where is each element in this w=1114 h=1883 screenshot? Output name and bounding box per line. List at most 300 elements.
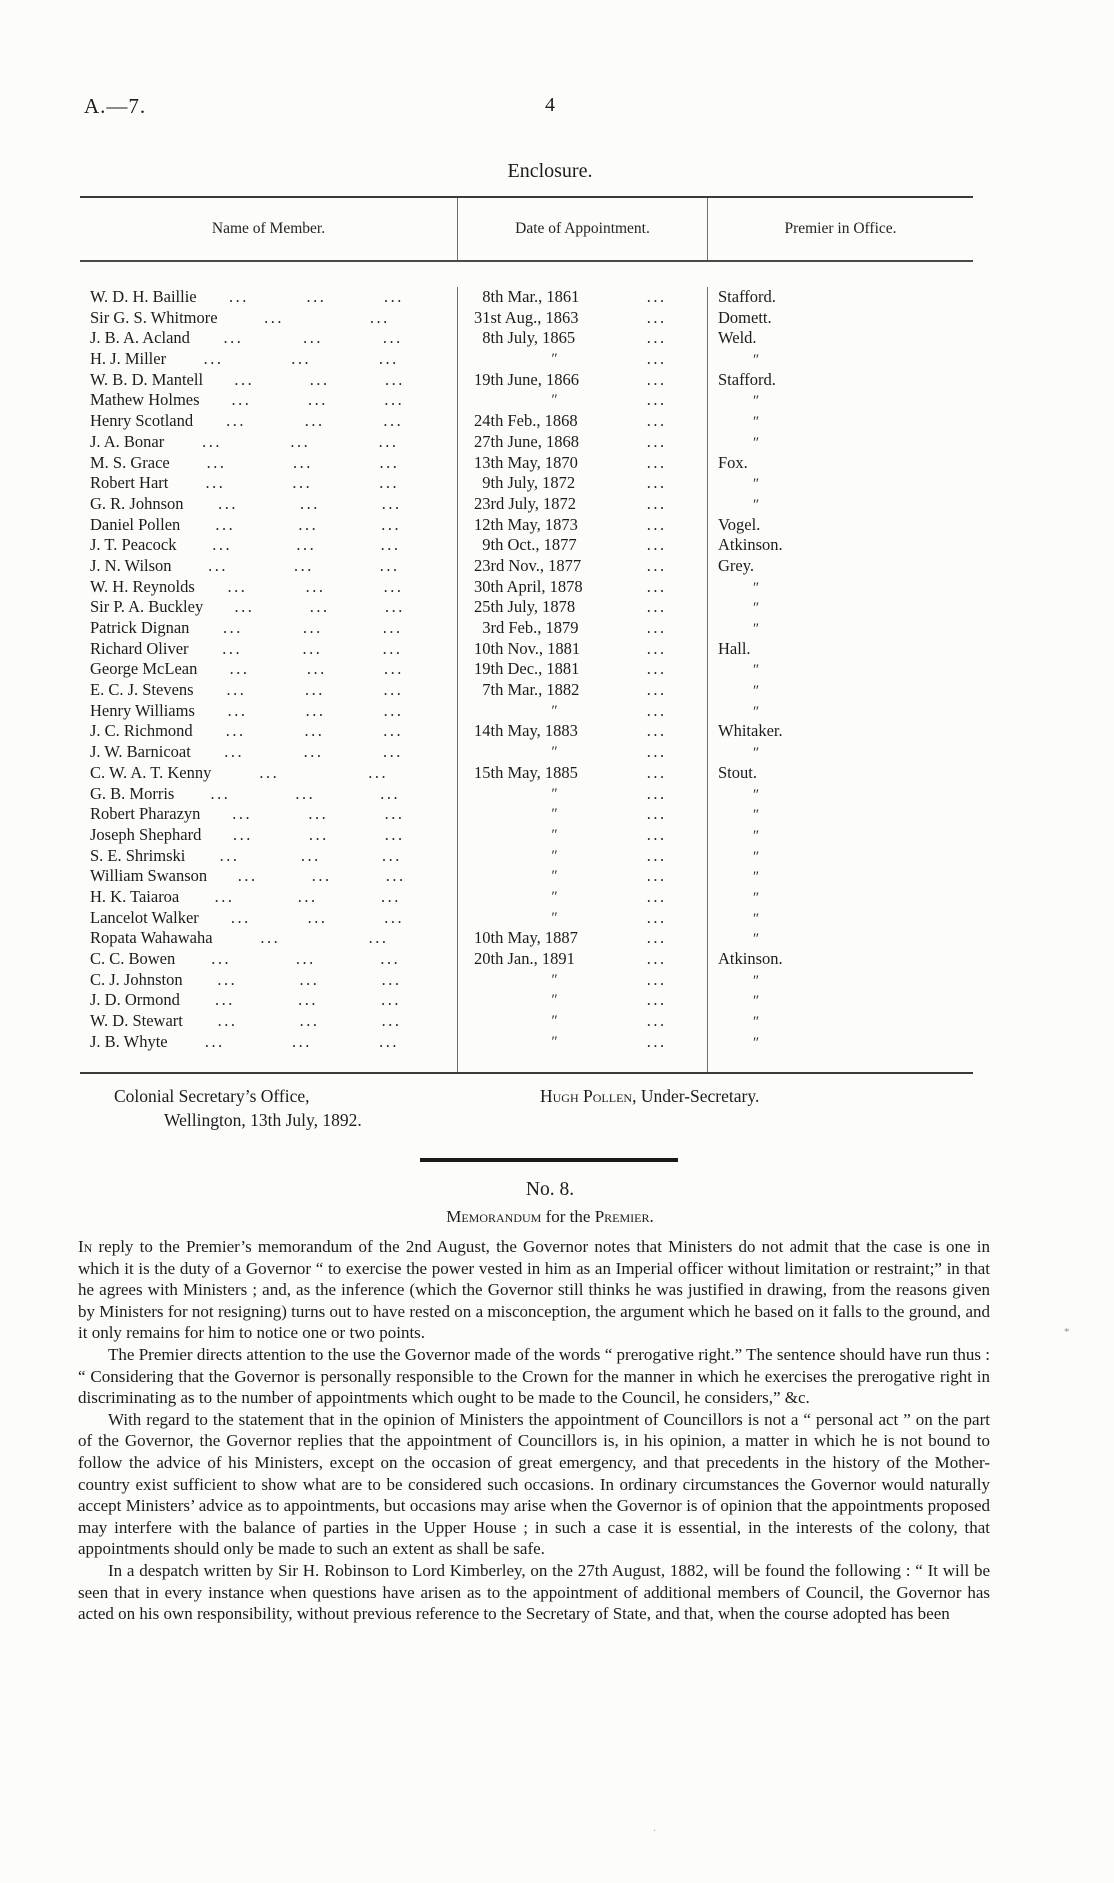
leader-dot-group: ... bbox=[381, 969, 402, 989]
member-name: Mathew Holmes bbox=[90, 390, 200, 410]
member-name-cell bbox=[80, 618, 457, 639]
appointment-date: 19th June, 1866 bbox=[474, 369, 579, 389]
leader-dot-group: ... bbox=[300, 493, 321, 513]
table-row bbox=[80, 287, 973, 308]
premier-name: ″ bbox=[752, 496, 759, 513]
leader-dots bbox=[184, 494, 457, 515]
leader-dot-group: ... bbox=[210, 783, 231, 803]
leader-dots bbox=[213, 928, 457, 949]
leader-dot-group: ... bbox=[647, 555, 667, 575]
member-name-cell bbox=[80, 680, 457, 701]
member-name-cell bbox=[80, 556, 457, 577]
appointment-date-cell bbox=[457, 659, 708, 680]
leader-dot-group: ... bbox=[231, 390, 252, 410]
member-name: Joseph Shephard bbox=[90, 824, 202, 844]
leader-dots bbox=[174, 784, 457, 805]
appointment-date: 31st Aug., 1863 bbox=[474, 307, 579, 327]
table-row bbox=[80, 866, 973, 887]
appointment-date-cell bbox=[457, 1052, 708, 1072]
member-name-cell bbox=[80, 473, 457, 494]
member-name-cell bbox=[80, 349, 457, 370]
premier-cell bbox=[708, 680, 973, 701]
appointment-date: ″ bbox=[550, 847, 557, 864]
memo-number: No. 8. bbox=[525, 1179, 575, 1200]
leader-dots bbox=[168, 1032, 457, 1053]
signer-role: , Under-Secretary. bbox=[632, 1086, 760, 1106]
member-name: Robert Hart bbox=[90, 473, 169, 493]
memo-paragraph: The Premier directs attention to the use the Governor made of the words “ prerogative right.” The sentence should have run thus : “ Considering that the Governor is personally responsible to the Crown for the manner in which he exercises the prerogative right in discriminating as to the number of appointments which ought to be made to the Council, he considers,” &c. bbox=[78, 1344, 990, 1408]
leader-dot-group: ... bbox=[647, 1011, 667, 1031]
premier-name: Grey. bbox=[718, 555, 755, 575]
member-name: Lancelot Walker bbox=[90, 907, 199, 927]
appointment-date-cell bbox=[457, 597, 708, 618]
leader-dots bbox=[179, 887, 457, 908]
member-name: C. J. Johnston bbox=[90, 969, 183, 989]
leader-dot-group: ... bbox=[378, 431, 399, 451]
member-name: Ropata Wahawaha bbox=[90, 928, 213, 948]
leader-dots bbox=[203, 370, 457, 391]
appointment-date: ″ bbox=[550, 992, 557, 1009]
table-spacer-row bbox=[80, 1052, 973, 1072]
table-row bbox=[80, 432, 973, 453]
appointment-date-cell bbox=[457, 825, 708, 846]
leader-dot-group: ... bbox=[308, 804, 329, 824]
leader-dot-group: ... bbox=[647, 618, 667, 637]
memo-heading-word: for the bbox=[541, 1207, 595, 1226]
member-name-cell bbox=[80, 328, 457, 349]
table-row bbox=[80, 1032, 973, 1053]
member-name: H. J. Miller bbox=[90, 349, 167, 369]
member-name-cell bbox=[80, 308, 457, 329]
leader-dots bbox=[201, 825, 457, 846]
appointment-date-cell bbox=[457, 328, 708, 349]
leader-dot-group: ... bbox=[647, 990, 667, 1010]
bottom-speck: · bbox=[653, 1826, 657, 1837]
leader-dots bbox=[197, 659, 457, 680]
member-name: C. W. A. T. Kenny bbox=[90, 762, 212, 782]
premier-name: ″ bbox=[752, 889, 759, 906]
premier-cell bbox=[708, 825, 973, 846]
leader-dots bbox=[195, 701, 457, 722]
table-row bbox=[80, 1011, 973, 1032]
premier-cell bbox=[708, 949, 973, 970]
member-name: William Swanson bbox=[90, 866, 208, 886]
member-name-cell bbox=[80, 1032, 457, 1053]
premier-cell bbox=[708, 494, 973, 515]
leader-dots bbox=[193, 721, 457, 742]
table-row bbox=[80, 721, 973, 742]
table-row bbox=[80, 453, 973, 474]
leader-dot-group: ... bbox=[383, 742, 404, 762]
table-row bbox=[80, 949, 973, 970]
table-row bbox=[80, 804, 973, 825]
leader-dot-group: ... bbox=[382, 1011, 402, 1031]
enclosure-title: Enclosure. bbox=[507, 160, 593, 182]
leader-dots bbox=[193, 411, 457, 432]
appointment-date-cell bbox=[457, 390, 708, 411]
appointment-date: 9th July, 1872 bbox=[474, 473, 576, 493]
premier-cell bbox=[708, 535, 973, 556]
leader-dot-group: ... bbox=[381, 886, 402, 906]
leader-dot-group: ... bbox=[299, 969, 320, 989]
leader-dot-group: ... bbox=[230, 659, 250, 679]
signature-place-date: Wellington, 13th July, 1892. bbox=[164, 1110, 362, 1130]
appointment-date: 13th May, 1870 bbox=[474, 452, 578, 472]
leader-dot-group: ... bbox=[207, 452, 227, 472]
premier-cell bbox=[708, 597, 973, 618]
appointment-date: ″ bbox=[550, 806, 557, 823]
appointment-date-cell bbox=[457, 577, 708, 598]
leader-dot-group: ... bbox=[386, 866, 406, 886]
memo-paragraph: In a despatch written by Sir H. Robinson to Lord Kimberley, on the 27th August, 1882, will be found the following : “ It will be seen that in every instance when questions have arisen as to the appointment of additional members of Council, the Governor has acted on his own responsibility, without previous reference to the Secretary of State, and that, when the course adopted has been bbox=[78, 1560, 990, 1624]
leader-dot-group: ... bbox=[647, 886, 667, 906]
appointment-date-cell bbox=[457, 308, 708, 329]
leader-dot-group: ... bbox=[647, 783, 667, 803]
page-number: 4 bbox=[545, 94, 555, 116]
leader-dots bbox=[211, 763, 457, 784]
appointment-date: 10th May, 1887 bbox=[474, 928, 578, 948]
premier-name: ″ bbox=[752, 910, 759, 927]
leader-dot-group: ... bbox=[292, 1031, 313, 1051]
member-name-cell bbox=[80, 287, 457, 308]
member-name-cell bbox=[80, 763, 457, 784]
leader-dot-group: ... bbox=[226, 411, 247, 431]
premier-name: ″ bbox=[752, 662, 759, 679]
member-name: Henry Scotland bbox=[90, 411, 194, 431]
premier-cell bbox=[708, 639, 973, 660]
leader-dot-group: ... bbox=[647, 307, 667, 327]
premier-cell bbox=[708, 411, 973, 432]
premier-name: Whitaker. bbox=[718, 721, 783, 741]
member-name: Henry Williams bbox=[90, 700, 195, 720]
member-name-cell bbox=[80, 432, 457, 453]
leader-dot-group: ... bbox=[383, 680, 404, 700]
leader-dot-group: ... bbox=[647, 514, 667, 534]
member-name: J. T. Peacock bbox=[90, 535, 177, 555]
appointment-date: 25th July, 1878 bbox=[474, 597, 576, 617]
appointment-date: 12th May, 1873 bbox=[474, 514, 578, 534]
leader-dot-group: ... bbox=[214, 886, 235, 906]
signature-signer bbox=[540, 1086, 759, 1107]
leader-dot-group: ... bbox=[647, 287, 667, 306]
premier-name: ″ bbox=[752, 414, 759, 431]
leader-dot-group: ... bbox=[295, 783, 316, 803]
table-row bbox=[80, 577, 973, 598]
memo-body bbox=[78, 1236, 990, 1625]
doc-ref: A.—7. bbox=[84, 94, 147, 118]
member-name: C. C. Bowen bbox=[90, 949, 176, 968]
member-name-cell bbox=[80, 990, 457, 1011]
leader-dot-group: ... bbox=[233, 824, 254, 844]
leader-dot-group: ... bbox=[231, 907, 252, 927]
appointment-date-cell bbox=[457, 556, 708, 577]
leader-dot-group: ... bbox=[647, 390, 667, 410]
leader-dots bbox=[189, 618, 457, 639]
appointment-date: 14th May, 1883 bbox=[474, 721, 578, 741]
leader-dot-group: ... bbox=[385, 597, 406, 617]
appointment-date: 23rd Nov., 1877 bbox=[474, 555, 582, 575]
table-row bbox=[80, 639, 973, 660]
column-header-date: Date of Appointment. bbox=[457, 198, 708, 260]
appointment-date-cell bbox=[457, 680, 708, 701]
appointment-date-cell bbox=[457, 763, 708, 784]
appointment-date-cell bbox=[457, 639, 708, 660]
appointment-date-cell bbox=[457, 287, 708, 308]
table-row bbox=[80, 597, 973, 618]
premier-name: ″ bbox=[752, 786, 759, 803]
member-name: Sir P. A. Buckley bbox=[90, 597, 204, 617]
leader-dot-group: ... bbox=[647, 659, 667, 679]
leader-dot-group: ... bbox=[384, 700, 404, 720]
appointment-date-cell bbox=[457, 453, 708, 474]
premier-cell bbox=[708, 390, 973, 411]
appointment-date-cell bbox=[457, 618, 708, 639]
table-row bbox=[80, 742, 973, 763]
leader-dot-group: ... bbox=[383, 721, 404, 741]
premier-name: Hall. bbox=[718, 638, 751, 658]
table-row bbox=[80, 659, 973, 680]
leader-dot-group: ... bbox=[259, 762, 280, 782]
premier-cell bbox=[708, 1052, 973, 1072]
premier-name: Stout. bbox=[718, 762, 757, 782]
leader-dot-group: ... bbox=[647, 721, 667, 741]
member-name-cell bbox=[80, 742, 457, 763]
leader-dots bbox=[200, 390, 457, 411]
table-body bbox=[80, 260, 973, 1072]
leader-dot-group: ... bbox=[647, 762, 667, 782]
premier-cell bbox=[708, 577, 973, 598]
leader-dot-group: ... bbox=[215, 990, 236, 1010]
leader-dot-group: ... bbox=[647, 700, 667, 720]
member-name-cell bbox=[80, 597, 457, 618]
leader-dot-group: ... bbox=[301, 845, 322, 865]
appointment-date-cell bbox=[457, 887, 708, 908]
member-name-cell bbox=[80, 535, 457, 556]
premier-cell bbox=[708, 556, 973, 577]
table-row bbox=[80, 763, 973, 784]
leader-dot-group: ... bbox=[310, 369, 330, 389]
leader-dot-group: ... bbox=[647, 431, 667, 451]
leader-dot-group: ... bbox=[384, 576, 404, 596]
memo-paragraph: In reply to the Premier’s memorandum of the 2nd August, the Governor notes that Ministers do not admit that the case is one in which it is the duty of a Governor “ to exercise the power vested in him as an Imperial officer without limitation or restraint;” in that he agrees with Ministers ; and, as the inference (which the Governor still thinks he was justified in drawing, from the reasons given by Ministers for not resigning) turns out to have rested on a misconception, the argument which he based on it falls to the ground, and it only remains for him to notice one or two points. bbox=[78, 1237, 990, 1343]
leader-dot-group: ... bbox=[647, 535, 667, 555]
leader-dots bbox=[207, 866, 457, 887]
premier-cell bbox=[708, 473, 973, 494]
leader-dot-group: ... bbox=[370, 307, 391, 327]
member-name-cell bbox=[80, 1052, 457, 1072]
premier-cell bbox=[708, 846, 973, 867]
premier-cell bbox=[708, 887, 973, 908]
appointment-date-cell bbox=[457, 349, 708, 370]
leader-dot-group: ... bbox=[382, 845, 403, 865]
leader-dot-group: ... bbox=[218, 493, 239, 513]
premier-name: Stafford. bbox=[718, 369, 776, 389]
leader-dot-group: ... bbox=[647, 804, 667, 824]
leader-dot-group: ... bbox=[223, 618, 244, 637]
leader-dot-group: ... bbox=[309, 824, 330, 844]
leader-dot-group: ... bbox=[379, 452, 400, 472]
leader-dot-group: ... bbox=[647, 411, 667, 431]
member-name-cell bbox=[80, 784, 457, 805]
leader-dot-group: ... bbox=[383, 328, 404, 348]
leader-dot-group: ... bbox=[290, 431, 311, 451]
leader-dot-group: ... bbox=[217, 969, 238, 989]
leader-dot-group: ... bbox=[647, 328, 667, 348]
premier-name: Atkinson. bbox=[718, 949, 783, 968]
member-name-cell bbox=[80, 825, 457, 846]
appointment-date: 30th April, 1878 bbox=[474, 576, 583, 596]
premier-cell bbox=[708, 618, 973, 639]
member-name: J. A. Bonar bbox=[90, 431, 165, 451]
premier-name: ″ bbox=[752, 393, 759, 410]
premier-name: ″ bbox=[752, 1014, 759, 1031]
table-row bbox=[80, 349, 973, 370]
member-name-cell bbox=[80, 577, 457, 598]
member-name-cell bbox=[80, 494, 457, 515]
appointment-date-cell bbox=[457, 846, 708, 867]
leader-dot-group: ... bbox=[647, 907, 667, 927]
appointment-date-cell bbox=[457, 804, 708, 825]
memo-heading-word: Memorandum bbox=[446, 1207, 542, 1226]
leader-dot-group: ... bbox=[379, 473, 400, 493]
appointment-date: 24th Feb., 1868 bbox=[474, 411, 578, 431]
member-name-cell bbox=[80, 390, 457, 411]
appointment-date-cell bbox=[457, 742, 708, 763]
appointment-date: 9th Oct., 1877 bbox=[474, 535, 577, 555]
margin-mark: * bbox=[1064, 1326, 1070, 1338]
leader-dot-group: ... bbox=[293, 452, 314, 472]
table-row bbox=[80, 825, 973, 846]
leader-dot-group: ... bbox=[260, 928, 281, 948]
leader-dot-group: ... bbox=[305, 411, 325, 431]
appointment-date-cell bbox=[457, 990, 708, 1011]
premier-cell bbox=[708, 453, 973, 474]
member-name-cell bbox=[80, 659, 457, 680]
appointment-date: ″ bbox=[550, 785, 557, 802]
table-row bbox=[80, 473, 973, 494]
member-name: George McLean bbox=[90, 659, 198, 679]
premier-name: ″ bbox=[752, 579, 759, 596]
premier-cell bbox=[708, 763, 973, 784]
appointment-date: 15th May, 1885 bbox=[474, 762, 578, 782]
leader-dot-group: ... bbox=[296, 949, 317, 968]
leader-dot-group: ... bbox=[368, 928, 389, 948]
premier-name: ″ bbox=[752, 827, 759, 844]
table-row bbox=[80, 556, 973, 577]
leader-dot-group: ... bbox=[232, 804, 253, 824]
member-name-cell bbox=[80, 370, 457, 391]
premier-name: Domett. bbox=[718, 307, 772, 327]
leader-dot-group: ... bbox=[647, 493, 667, 513]
premier-name: ″ bbox=[752, 848, 759, 865]
appointment-date-cell bbox=[457, 908, 708, 929]
premier-cell bbox=[708, 990, 973, 1011]
leader-dot-group: ... bbox=[294, 555, 315, 575]
leader-dot-group: ... bbox=[380, 555, 401, 575]
leader-dot-group: ... bbox=[647, 638, 667, 658]
member-name-cell bbox=[80, 515, 457, 536]
leader-dot-group: ... bbox=[291, 349, 312, 369]
appointment-date-cell bbox=[457, 411, 708, 432]
appointment-date-cell bbox=[457, 515, 708, 536]
premier-name: Fox. bbox=[718, 452, 748, 472]
premier-name: Stafford. bbox=[718, 287, 776, 306]
member-name: Patrick Dignan bbox=[90, 618, 190, 637]
leader-dots bbox=[195, 577, 457, 598]
appointment-date-cell bbox=[457, 721, 708, 742]
member-name: G. B. Morris bbox=[90, 783, 175, 803]
appointment-date-cell bbox=[457, 535, 708, 556]
leader-dot-group: ... bbox=[647, 349, 667, 369]
premier-cell bbox=[708, 721, 973, 742]
leader-dot-group: ... bbox=[382, 638, 403, 658]
premier-cell bbox=[708, 432, 973, 453]
premier-name: ″ bbox=[752, 476, 759, 493]
leader-dot-group: ... bbox=[212, 535, 233, 555]
leader-dots bbox=[180, 515, 457, 536]
member-name: S. E. Shrimski bbox=[90, 845, 186, 865]
leader-dot-group: ... bbox=[298, 886, 319, 906]
member-name: Robert Pharazyn bbox=[90, 804, 201, 824]
member-name: W. H. Reynolds bbox=[90, 576, 195, 596]
leader-dot-group: ... bbox=[215, 514, 236, 534]
table-row bbox=[80, 846, 973, 867]
leader-dot-group: ... bbox=[379, 349, 400, 369]
member-name-cell bbox=[80, 453, 457, 474]
leader-dot-group: ... bbox=[203, 349, 224, 369]
leader-dot-group: ... bbox=[647, 928, 667, 948]
member-name: J. W. Barnicoat bbox=[90, 742, 191, 762]
premier-name: ″ bbox=[752, 621, 759, 637]
table-row bbox=[80, 370, 973, 391]
table-row bbox=[80, 908, 973, 929]
premier-name: ″ bbox=[752, 434, 759, 451]
leader-dot-group: ... bbox=[208, 555, 229, 575]
leader-dot-group: ... bbox=[234, 369, 255, 389]
signature-office-line: Colonial Secretary’s Office, bbox=[114, 1086, 310, 1106]
member-name-cell bbox=[80, 639, 457, 660]
premier-name: ″ bbox=[752, 869, 759, 886]
leader-dot-group: ... bbox=[220, 845, 240, 865]
leader-dot-group: ... bbox=[205, 1031, 226, 1051]
table-row bbox=[80, 411, 973, 432]
appointment-date: ″ bbox=[550, 392, 557, 409]
leader-dots bbox=[189, 639, 457, 660]
appointment-date: 7th Mar., 1882 bbox=[474, 680, 580, 700]
leader-dot-group: ... bbox=[380, 783, 401, 803]
leader-dots bbox=[190, 328, 457, 349]
leader-dot-group: ... bbox=[385, 824, 405, 844]
appointment-date-cell bbox=[457, 1032, 708, 1053]
premier-name: ″ bbox=[752, 703, 759, 720]
appointment-date-cell bbox=[457, 432, 708, 453]
member-name: J. B. Whyte bbox=[90, 1031, 168, 1051]
premier-name: Weld. bbox=[718, 328, 757, 348]
premier-cell bbox=[708, 970, 973, 991]
appointment-date: 8th July, 1865 bbox=[474, 328, 576, 348]
appointment-date: ″ bbox=[550, 351, 557, 368]
memo-heading bbox=[0, 1207, 1100, 1227]
leader-dots bbox=[183, 1011, 457, 1032]
appointment-date-cell bbox=[457, 1011, 708, 1032]
leader-dot-group: ... bbox=[300, 1011, 320, 1031]
leader-dot-group: ... bbox=[307, 659, 328, 679]
leader-dot-group: ... bbox=[383, 411, 404, 431]
leader-dot-group: ... bbox=[264, 307, 285, 327]
appointment-date-cell bbox=[457, 970, 708, 991]
premier-cell bbox=[708, 328, 973, 349]
leader-dot-group: ... bbox=[385, 369, 406, 389]
